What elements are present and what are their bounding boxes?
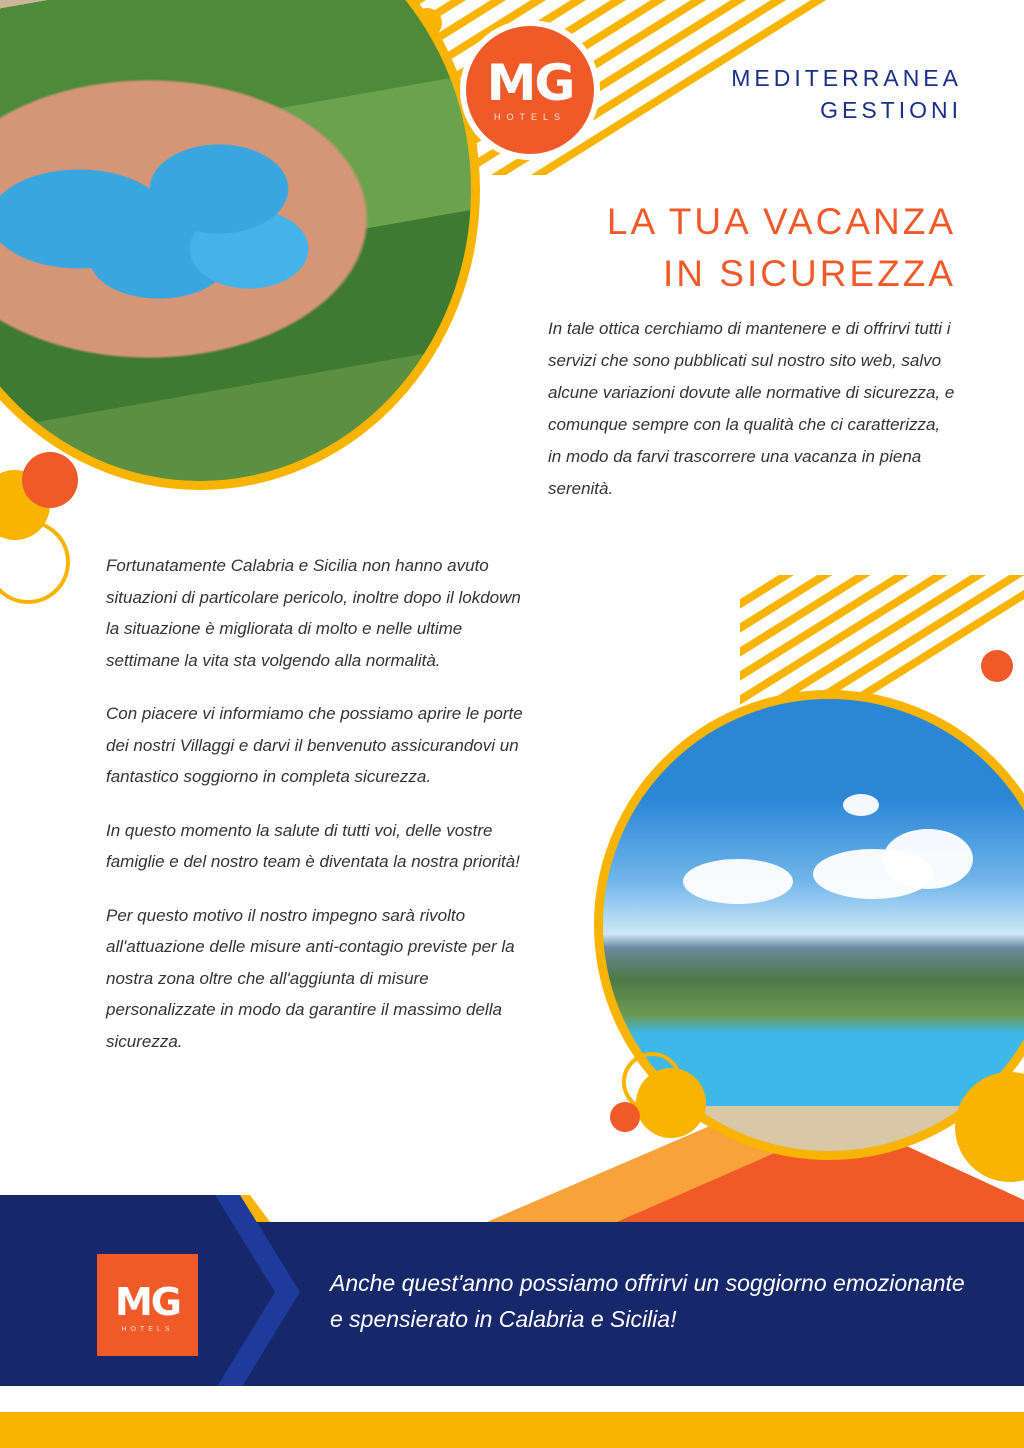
footer-logo-mark: MG <box>114 1280 180 1324</box>
logo-mark: MG <box>486 54 574 112</box>
body-paragraph: Con piacere vi informiamo che possiamo aprire le porte dei nostri Villaggi e darvi il benvenuto assicurandovi un fantastico soggiorno in completa sicurezza. <box>106 704 523 786</box>
footer-bottom-strip-navy <box>0 1386 1024 1412</box>
title-line2: IN SICUREZZA <box>663 253 956 294</box>
decor-ring-left <box>0 520 70 604</box>
footer-logo-subtitle: HOTELS <box>121 1326 174 1333</box>
brand-name <box>731 62 962 126</box>
body-paragraph: In questo momento la salute di tutti voi, delle vostre famiglie e del nostro team è diventata la nostra priorità! <box>106 820 520 871</box>
intro-paragraph: In tale ottica cerchiamo di mantenere e di offrirvi tutti i servizi che sono pubblicati sul nostro sito web, salvo alcune variazioni dovute alle normative di sicurezza, e comunque sempre con la qualità che ci caratterizza, in modo da farvi trascorrere una vacanza in piena serenità. <box>548 319 955 498</box>
footer-bottom-strip <box>0 1412 1024 1448</box>
decor-circle-orange-left <box>22 452 78 508</box>
footer-message: Anche quest'anno possiamo offrirvi un soggiorno emozionante e spensierato in Calabria e Sicilia! <box>330 1270 965 1332</box>
title-line1: LA TUA VACANZA <box>606 201 956 242</box>
body-text <box>106 550 526 1079</box>
decor-circle-orange-pool-left <box>610 1102 640 1132</box>
decor-circle-orange-right <box>981 650 1013 682</box>
body-paragraph: Per questo motivo il nostro impegno sarà rivolto all'attuazione delle misure anti-contagio previste per la nostra zona oltre che all'aggiunta di misure personalizzate in modo da garantire il massimo della sicurezza. <box>106 905 515 1051</box>
mg-hotels-logo-footer[interactable] <box>97 1254 198 1356</box>
body-paragraph: Fortunatamente Calabria e Sicilia non hanno avuto situazioni di particolare pericolo, inoltre dopo il lokdown la situazione è migliorata di molto e nelle ultime settimane la vita sta volgendo alla normalità. <box>106 556 521 670</box>
logo-subtitle: HOTELS <box>493 112 566 122</box>
resort-pool-photo <box>0 0 480 490</box>
page-title <box>607 196 956 300</box>
brand-name-line1: MEDITERRANEA <box>731 65 962 91</box>
brand-name-line2: GESTIONI <box>820 97 962 123</box>
mg-hotels-logo-top[interactable] <box>460 20 600 160</box>
